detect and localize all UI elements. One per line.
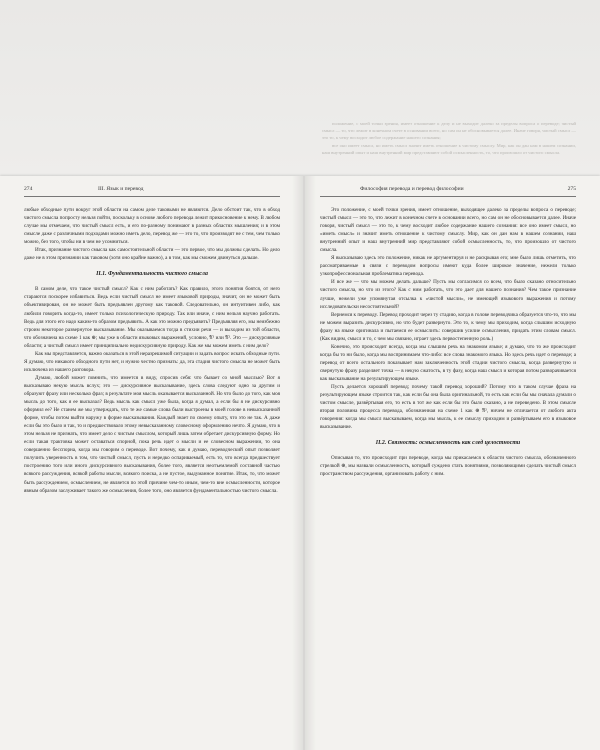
section-heading: II.1. Фундаментальность чистого смысла [96,271,208,278]
right-page-number: 275 [567,186,576,192]
left-page-body [24,206,280,495]
paragraph: Конечно, это происходит всегда, когда мы слышим речь на знакомом языке; я думаю, что то же происходит когда бы то ни было, когда мы воспринимаем что-либо: все слова знакомого языка. Но здесь речь идет о переводе; а перевод от всего остального показывает нам заключенность этой стадии чистого смысла, когда развернутую и свернутую фразу разделяет точка — в некую сжатость, в ту фазу, когда наш смысл и которая потом разворачивается как высказывание на результирующем языке. [320,343,576,382]
previous-page-text [322,120,576,156]
right-page [320,186,576,479]
paragraph: Думаю, любой может помнить, что имеется в виду, спросив себя: что бывает со мной мыслью? Вот я высказываю некую мысль вслух; это — дискурсивное высказывание, здесь слова следуют одно за другим и образуют фразу или несколько фраз; в результате моя мысль оказывается высказанной. Но что было до того, как моя мысль до того, как я ее высказал? Ведь мысль как смысл уже была, когда я думал, а если бы я не дискурсивно оформил ее? Не станем же мы утверждать, что те же самые слова были выстроены в моей голове в невысказанной форме, чтобы потом выйти наружу в форме высказывания. Каждый знает по своему опыту, что это не так. А даже если бы это было и так, то и предшествовало этому невысказанному словесному оформлению нечто. Я думаю, что в этом нельзя не признать, что имеет дело с чистым смыслом, который лишь затем обретает дискурсивную форму. Но если такая трактовка может оставаться спорной, пока речь идет о мысли и ее словесном выражении, то она совершенно бесспорна, когда мы говорим о переводе. Вот почему, как я думаю, переводческий опыт позволяет получить уверенность в том, что чистый смысл, пусть и нередко оспариваемый, есть то, что всегда предшествует построению того или иного дискурсивного высказывания, более того, является неотъемлемой составной частью всякого рассуждения, всякой работы мысли, всякого поиска, а не пустое, выдуманное понятие. Итак, то, что может быть рассуждением, осмыслением, не является по этой причине чем-то иным, чем-то вне осмысленности, которое явным образом заслуживает такого же осмысления, более того, оно является фундаментальностью чистого смысла. [24,374,280,494]
left-page [24,186,280,495]
paragraph: Это положение, с моей точки зрения, имеет отношение, выходящее далеко за пределы вопроса о переводе; чистый смысл — это то, что лежит в конечном счете в основании всего, но сам он не обосновывается далее. Иначе говоря, чистый смысл — это то, к чему восходит любое содержание нашего сознания: все оно имеет смысл, но «иметь смысл» и значит иметь отношение к чистому смыслу. Мир, как он дан нам в нашем сознании, наш внутренний опыт и наш внутренний мир представляют собой осмысленность, то, что произошло от чистого смысла. [320,207,576,254]
right-page-body [320,206,576,479]
paragraph: любые обходные пути вокруг этой области на самом деле таковыми не являются. Дело обстоит так, что в обход чистого смысла попросту нельзя пойти, поскольку в основе любого перевода лежит прикосновение к нему. В любом случае мы отмечаем, что чистый смысл есть, и его по-разному понимают в разных областях мышления; и в этом смысле даже с различными подходами можно иметь дело, перевод же — это то, что производят не с тем, чем только можно, без того, чтобы ни в чем не усомниться. [24,207,280,246]
book-gutter [292,176,316,750]
right-running-head [320,186,576,197]
right-running-title: Философия перевода и перевод философии [360,186,464,192]
paragraph: И все же — что мы можем делать дальше? Пусть мы согласимся со всем, что было сказано относительно чистого смысла, но что из этого? Как с ним работать, что это дает для нашего познания? Чем такое признание лучше, нежели уже упомянутая отсылка к «чистой мысли», не имеющей языкового выражения и потому исследовательски несостоятельной? [320,279,576,310]
paragraph: В самом деле, что такое чистый смысл? Как с ним работать? Как правило, этого понятия боятся, от него стараются поскорее избавиться. Ведь если чистый смысл не имеет языковой природы, значит, он не может быть объективирован, он не может быть предъявлен другому как таковой. Следовательно, он интуитивен либо, как любили говорить когда-то, имеет только психологическую природу. Так или иначе, с ним нельзя научно работать. Ведь для этого его надо каким-то образом предъявить. А как это можно предъявить? Предъявляя его, мы неизбежно строим некоторое развернутое высказывание. Мы оказываемся тогда в стихии речи — и выходим из той области, что обозначена на схеме 1 как ⊕; мы уже в области языковых выражений, условно, 𝔄¹ или 𝔄². Это — дискурсивные области; а чистый смысл имеет принципиально недискурсивную природу. Как же мы можем иметь с ним дело? [24,286,280,349]
paragraph: Как мы представляется, важно оказаться в этой неразрешимой ситуации и задать вопрос искать обходные пути. Я думаю, что никакого обходного пути нет, и нужно честно признать: да, эта стадия чистого смысла не может быть исключена из нашего разговора. [24,350,280,373]
left-page-number: 274 [24,186,33,192]
section-heading: II.2. Связность: осмысленность как след целостности [375,440,521,447]
left-running-head [24,186,280,197]
paragraph: Я высказываю здесь это положение, никак не аргументируя и не раскрывая его; мне было лишь отметить, что рассматриваемые в связи с переводом вопросы имеют куда более широкое значение, нежели только узкопрофессиональная проблематика перевода. [320,255,576,278]
paragraph: Вернемся к переводу. Перевод проходит через ту стадию, когда в голове переводчика образуется что-то, что мы не можем выразить дискурсивно, но что будет развернуто. Это то, к чему мы приходим, когда слышим исходную фразу на языке оригинала и пытаемся ее осмыслить: совершив усилие осмысления, придать этим словам смысл. (Как видим, смысл и то, с чем мы связано, играет здесь первостепенную роль.) [320,311,576,342]
paragraph: Итак, признание чистого смысла как самостоятельной области — это первое, что мы должны сделать. Но дело даже не в этом признании как таковом (хотя оно крайне важно), а в том, как мы сможем двинуться дальше. [24,247,280,262]
previous-page-paragraph: все оно имеет смысл, но иметь смысл значит иметь отношение к чистому смыслу. Мир, как он дан нам в нашем сознании, наш внутренний опыт и наш внутренний мир представляют собой осмысленность, то, что произошло от чистого смысла. [322,142,576,155]
previous-page-paragraph: положение, с моей точки зрения, имеет отношение к делу и не выходит далеко за пределы вопроса о переводе; чистый смысл — то, что лежит в конечном счете в основании всего, но сам он не обосновывается далее. Иначе говоря, чистый смысл — это то, к чему восходит любое содержание нашего сознания; [322,121,576,141]
left-running-title: III. Язык и перевод [98,186,144,192]
book-spread [0,176,600,750]
paragraph: Пусть делается хороший перевод; почему такой перевод хороший? Потому что в таком случае фраза на результирующем языке строится так, как если бы она была оригинальной, то есть как если бы мы сначала думали о чистом смысле, развёртывая его, то есть в тот же как если бы это было сказано, а не переведено. В этом смысле вторая половина процесса перевода, обозначенная на схеме 1 как ⊕ 𝔄², ничем не отличается от любого акта говорения: когда мы смысл высказываем, когда мы мысль, к ее смыслу приходим и развёртываем его в языковое высказывание. [320,384,576,431]
previous-page [0,0,600,176]
paragraph: Описывая то, что происходит при переводе, когда мы прикасаемся к области чистого смысла, обозначенного стрелкой ⊕, мы назвали осмысленность, который суждено стать понятиями, позволяющими сделать чистый смысл пространством рассуждения, организовать работу с ним. [320,455,576,478]
